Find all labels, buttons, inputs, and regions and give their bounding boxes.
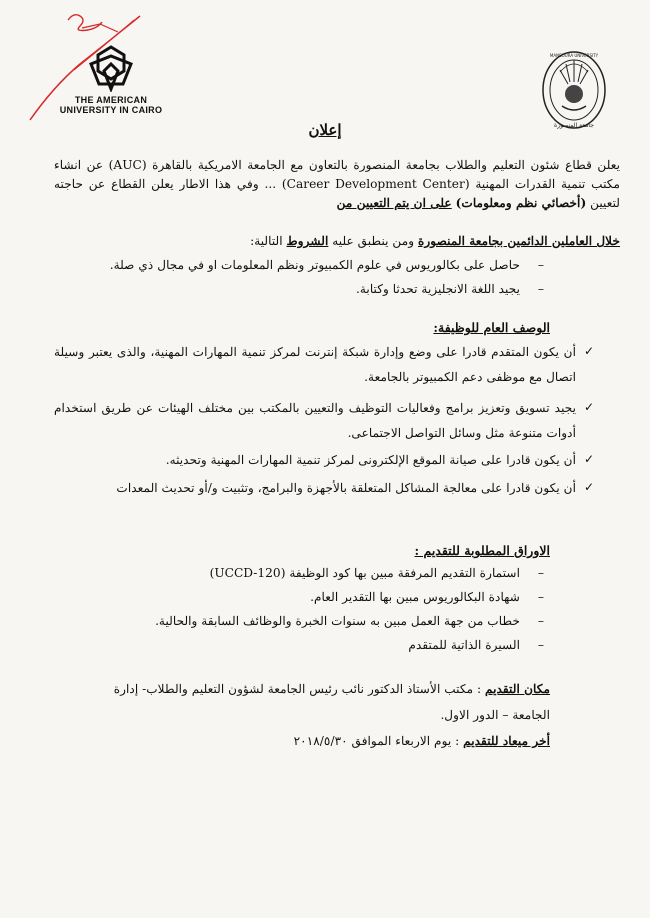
condition-text: يجيد اللغة الانجليزية تحدثا وكتابة.	[356, 282, 520, 296]
intro-line5-bold: خلال العاملين الدائمين بجامعة المنصورة	[418, 234, 620, 248]
dash-bullet: –	[537, 590, 544, 604]
application-place	[114, 682, 550, 696]
seal-text-bottom: جامعة المنصورة	[554, 122, 594, 129]
dash-bullet: –	[537, 566, 544, 580]
intro-line5-end: التالية:	[250, 234, 283, 248]
dash-bullet: –	[537, 638, 544, 652]
condition-text: حاصل على بكالوريوس في علوم الكمبيوتر ونظم المعلومات او في مجال ذي صلة.	[109, 258, 520, 272]
deadline-label: أخر ميعاد للتقديم	[463, 734, 550, 748]
document-text: شهادة البكالوريوس مبين بها التقدير العام.	[310, 590, 520, 604]
job-item-1: أن يكون المتقدم قادرا على وضع وإدارة شبكة إنترنت لمركز تنمية المهارات المهنية، والذى يعتبر وسيلة اتصال مع موظفى دعم الكمبيوتر بالجامعة.	[54, 345, 576, 384]
document-text: خطاب من جهة العمل مبين به سنوات الخبرة والوظائف السابقة والحالية.	[155, 614, 520, 628]
list-item	[100, 280, 544, 304]
documents-heading: الاوراق المطلوبة للتقديم :	[414, 543, 550, 558]
deadline	[294, 734, 550, 748]
application-place-line2: الجامعة – الدور الاول.	[440, 708, 550, 722]
auc-logo	[52, 44, 170, 115]
list-item	[100, 564, 544, 588]
check-icon: ✓	[584, 480, 595, 494]
job-description-heading: الوصف العام للوظيفة:	[433, 320, 550, 335]
intro-line5-mid: ومن ينطبق عليه	[332, 234, 415, 248]
list-item	[100, 256, 544, 280]
job-item-2: يجيد تسويق وتعزيز برامج وفعاليات التوظيف والتعيين بالمكتب بين مختلف الهيئات عن طريق استخدام أدوات متنوعة مثل وسائل التواصل الاجتماعى.	[54, 401, 576, 440]
check-icon: ✓	[584, 344, 595, 358]
intro-paragraph	[54, 156, 620, 213]
document-text: السيرة الذاتية للمتقدم	[408, 638, 520, 652]
documents-list	[100, 564, 544, 660]
check-icon: ✓	[584, 400, 595, 414]
dash-bullet: –	[537, 258, 544, 272]
list-item	[100, 612, 544, 636]
page-title: إعلان	[308, 121, 342, 139]
application-place-value: : مكتب الأستاذ الدكتور نائب رئيس الجامعة لشؤون التعليم والطلاب- إدارة	[113, 682, 482, 696]
application-place-label: مكان التقديم	[484, 682, 550, 696]
intro-line5	[54, 232, 620, 251]
auc-name-line2: UNIVERSITY IN CAIRO	[59, 105, 163, 115]
deadline-value: : يوم الاربعاء الموافق ٢٠١٨/٥/٣٠	[293, 734, 460, 748]
intro-line5-bold2: الشروط	[286, 234, 329, 248]
intro-text: يعلن قطاع شئون التعليم والطلاب بجامعة المنصورة بالتعاون مع الجامعة الامريكية بالقاهرة (AUC) عن انشاء مكتب تنمية القدرات المهنية (Career Development Center) ... وفي هذا الاطار يعلن القطاع عن حاجته لتعيين	[54, 158, 621, 210]
intro-condition: على ان يتم التعيين من	[336, 196, 452, 210]
dash-bullet: –	[537, 614, 544, 628]
job-item-4: أن يكون قادرا على معالجة المشاكل المتعلقة بالأجهزة والبرامج، وتثبيت و/أو تحديث المعدات	[116, 481, 576, 495]
seal-text-top: MANSOURA UNIVERSITY	[549, 53, 599, 58]
dash-bullet: –	[537, 282, 544, 296]
document-text: استمارة التقديم المرفقة مبين بها كود الوظيفة (UCCD-120)	[209, 566, 520, 580]
auc-emblem-icon	[88, 44, 134, 92]
list-item	[100, 588, 544, 612]
intro-role: (أخصائي نظم ومعلومات)	[455, 196, 587, 210]
auc-name-line1: THE AMERICAN	[74, 95, 148, 105]
conditions-list	[100, 256, 544, 304]
job-item-3: أن يكون قادرا على صيانة الموقع الإلكترونى لمركز تنمية المهارات المهنية وتحديثه.	[165, 453, 576, 467]
list-item	[100, 636, 544, 660]
check-icon: ✓	[584, 452, 595, 466]
